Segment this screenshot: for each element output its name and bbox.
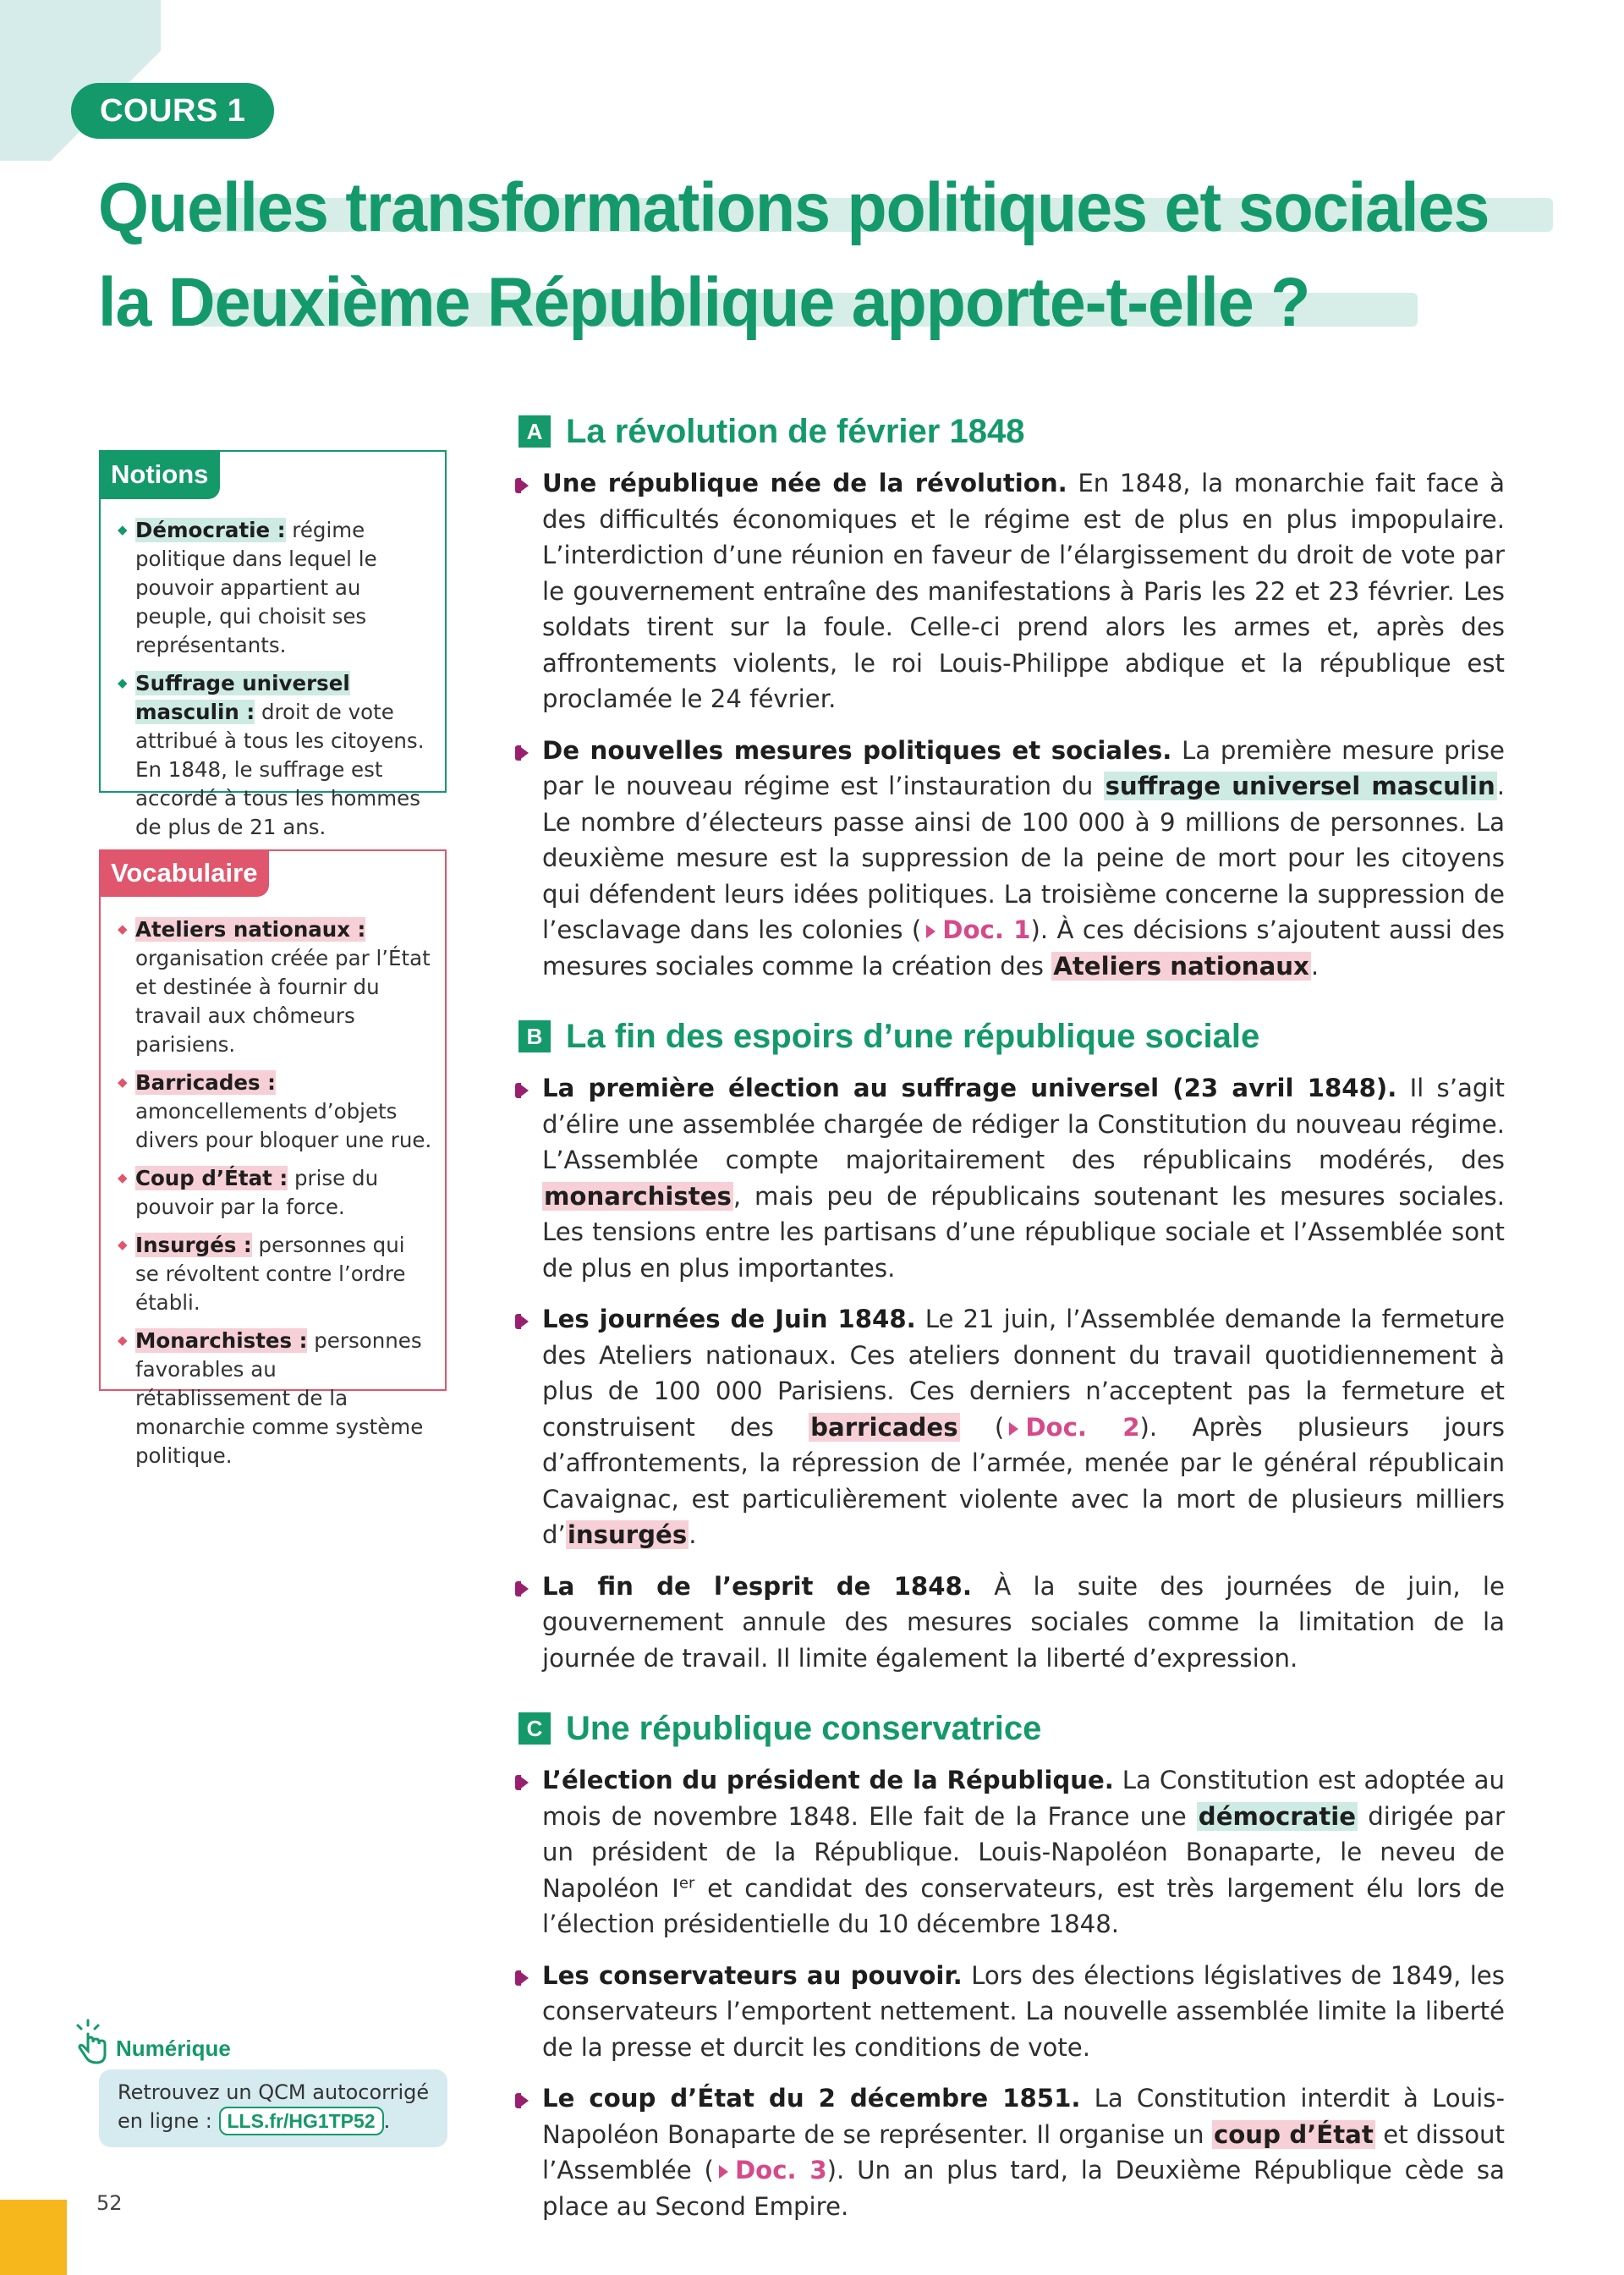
diamond-bullet-icon: ◆ [118,1237,128,1252]
paragraph-text: ). Un an plus tard, la Deuxième République cède sa place au Second Empire. [542,2156,1505,2221]
diamond-bullet-icon: ◆ [118,675,128,690]
notion-term: Suffrage universel masculin : [135,671,350,724]
paragraph-text: La Constitution interdit à Louis-Napoléon Bonaparte de se représenter. Il organise un [542,2084,1505,2149]
highlight-notion: démocratie [1198,1801,1357,1831]
title-line-2: la Deuxième République apporte-t-elle ? [98,264,1310,341]
section-letter: B [518,1020,551,1052]
doc-arrow-icon [719,2165,728,2179]
section-letter: A [518,415,551,448]
highlight-notion: suffrage universel masculin [1105,772,1495,800]
numerique-box [99,2069,447,2147]
arrow-bullet-icon [518,1083,529,1098]
vocab-definition: prise du pouvoir par la force. [135,1166,379,1219]
arrow-bullet-icon [518,1970,529,1986]
vocab-item [118,1231,433,1317]
cours-badge: COURS 1 [71,83,274,139]
page-number: 52 [96,2191,123,2215]
qcm-link[interactable]: LLS.fr/HG1TP52 [219,2107,384,2135]
paragraph-lead: L’élection du président de la République. [542,1766,1114,1794]
paragraph-text: Il s’agit d’élire une assemblée chargée de rédiger la Constitution du nouveau régime. L’Assemblée compte majoritairement des républicains modérés, des [542,1074,1505,1174]
diamond-bullet-icon: ◆ [118,522,128,537]
paragraph [518,1569,1505,1677]
section-title: La révolution de février 1848 [566,413,1025,450]
notion-item [118,516,433,660]
numerique-text-body: Retrouvez un QCM autocorrigé en ligne : [118,2080,430,2133]
paragraph [518,465,1505,717]
section-heading [518,408,1505,455]
highlight-vocab: barricades [810,1412,958,1442]
doc-reference-link[interactable]: Doc. 1 [942,915,1031,944]
arrow-bullet-icon [518,2093,529,2108]
vocab-definition: organisation créée par l’État et destinée à fournir du travail aux chômeurs parisiens. [135,946,431,1057]
numerique-text [118,2078,447,2135]
paragraph [518,1301,1505,1553]
diamond-bullet-icon: ◆ [118,1333,128,1348]
paragraph-text: . Le nombre d’électeurs passe ainsi de 100 000 à 9 millions de personnes. La deuxième mesure est la suppression de la peine de mort pour les citoyens qui défendent leurs idées politiques. La troisième concerne la suppression de l’esclavage dans les colonies ( [542,772,1506,944]
paragraph [518,1070,1505,1286]
paragraph-lead: Les journées de Juin 1848. [542,1305,916,1333]
arrow-bullet-icon [518,1314,529,1329]
title-line-1: Quelles transformations politiques et sociales [98,169,1490,246]
paragraph [518,1958,1505,2066]
paragraph-text: et candidat des conservateurs, est très largement élu lors de l’élection présidentielle du 10 décembre 1848. [542,1873,1505,1938]
paragraph-text: En 1848, la monarchie fait face à des difficultés économiques et le régime est de plus en plus impopulaire. L’interdiction d’une réunion en faveur de l’élargissement du droit de vote par le gouvernement entraîne des manifestations à Paris les 22 et 23 février. Les soldats tirent sur la foule. Celle-ci prend alors les armes et, après des affrontements violents, le roi Louis-Philippe abdique et la république est proclamée le 24 février. [542,469,1505,713]
page-title [98,161,1536,350]
doc-arrow-icon [1009,1422,1018,1436]
paragraph-text: ). À ces décisions s’ajoutent aussi des mesures sociales comme la création des [542,915,1505,981]
doc-reference-link[interactable]: Doc. 2 [1025,1412,1140,1442]
main-content [518,408,1505,2239]
paragraph [518,733,1505,985]
paragraph-text: À la suite des journées de juin, le gouvernement annule des mesures sociales comme la limitation de la journée de travail. Il limite également la liberté d’expression. [542,1571,1505,1673]
notion-term: Démocratie : [135,518,286,542]
superscript: er [678,1873,695,1892]
paragraph-text: dirigée par un président de la République. Louis-Napoléon Bonaparte, le neveu de Napoléon I [542,1801,1506,1903]
vocab-term: Coup d’État : [135,1166,288,1190]
paragraph-text: ( [959,1412,1005,1442]
numerique-label: Numérique [116,2036,231,2061]
section-title: La fin des espoirs d’une république sociale [566,1018,1260,1055]
section-c [518,1705,1505,2224]
paragraph-lead: Le coup d’État du 2 décembre 1851. [542,2084,1081,2113]
highlight-vocab: Ateliers nationaux [1053,951,1309,981]
paragraph-text: . [689,1520,697,1549]
doc-reference-link[interactable]: Doc. 3 [734,2156,827,2184]
vocab-term: Barricades : [135,1070,276,1095]
vocab-term: Insurgés : [135,1233,252,1257]
vocab-definition: amoncellements d’objets divers pour bloquer une rue. [135,1099,432,1152]
arrow-bullet-icon [518,745,529,761]
paragraph-lead: Une république née de la révolution. [542,469,1067,497]
section-title: Une république conservatrice [566,1710,1042,1747]
paragraph [518,1762,1505,1943]
diamond-bullet-icon: ◆ [118,921,128,937]
arrow-bullet-icon [518,478,529,493]
vocab-item [118,915,433,1059]
page-tab [0,2200,67,2275]
diamond-bullet-icon: ◆ [118,1170,128,1185]
numerique-text-end: . [383,2109,391,2133]
notion-definition: droit de vote attribué à tous les citoyens. En 1848, le suffrage est accordé à tous les hommes de plus de 21 ans. [135,700,425,839]
vocab-item [118,1069,433,1155]
section-heading [518,1013,1505,1060]
vocabulaire-list [118,915,433,1480]
paragraph-text: ). Après plusieurs jours d’affrontements, la répression de l’armée, menée par le général républicain Cavaignac, est particulièrement violente avec la mort de plusieurs milliers d’ [542,1412,1506,1549]
arrow-bullet-icon [518,1775,529,1790]
section-letter: C [518,1712,551,1745]
highlight-vocab: coup d’État [1213,2119,1374,2149]
vocab-definition: personnes qui se révoltent contre l’ordre établi. [135,1233,406,1315]
diamond-bullet-icon: ◆ [118,1074,128,1090]
highlight-vocab: monarchistes [544,1181,732,1211]
vocab-term: Ateliers nationaux : [135,917,366,942]
section-heading [518,1705,1505,1752]
notions-box [99,450,447,839]
vocab-item [118,1164,433,1222]
paragraph-lead: La fin de l’esprit de 1848. [542,1571,972,1601]
paragraph-text: La Constitution est adoptée au mois de novembre 1848. Elle fait de la France une [542,1766,1505,1831]
vocab-term: Monarchistes : [135,1328,308,1353]
paragraph [518,2080,1505,2224]
notion-definition: régime politique dans lequel le pouvoir appartient au peuple, qui choisit ses représentants. [135,518,377,657]
vocabulaire-box [99,849,447,1468]
paragraph-text: . [1310,951,1320,981]
pointing-hand-icon [71,2019,112,2064]
highlight-vocab: insurgés [567,1520,688,1549]
paragraph-text: et dissout l’Assemblée ( [542,2119,1506,2184]
arrow-bullet-icon [518,1581,529,1596]
paragraph-text: La première mesure prise par le nouveau régime est l’instauration du [542,735,1505,800]
vocab-item [118,1327,433,1470]
doc-arrow-icon [926,925,935,938]
paragraph-text: Le 21 juin, l’Assemblée demande la fermeture des Ateliers nationaux. Ces ateliers donnent du travail quotidiennement à plus de 100 000 Parisiens. Ces derniers n’acceptent pas la fermeture et construisent des [542,1305,1505,1442]
paragraph-lead: La première élection au suffrage universel (23 avril 1848). [542,1074,1397,1102]
paragraph-text: , mais peu de républicains soutenant les mesures sociales. Les tensions entre les partisans d’une république sociale et l’Assemblée sont de plus en plus importantes. [542,1181,1505,1283]
section-b [518,1013,1505,1676]
paragraph-lead: De nouvelles mesures politiques et sociales. [542,735,1172,765]
section-a [518,408,1505,984]
vocab-definition: personnes favorables au rétablissement de la monarchie comme système politique. [135,1328,424,1468]
vocabulaire-label: Vocabulaire [99,849,269,897]
paragraph-lead: Les conservateurs au pouvoir. [542,1960,963,1990]
notion-item [118,669,433,842]
notions-label: Notions [99,450,220,499]
notions-list [118,516,433,851]
paragraph-text: Lors des élections législatives de 1849, les conservateurs l’emportent nettement. La nouvelle assemblée limite la liberté de la presse et durcit les conditions de vote. [542,1960,1505,2062]
